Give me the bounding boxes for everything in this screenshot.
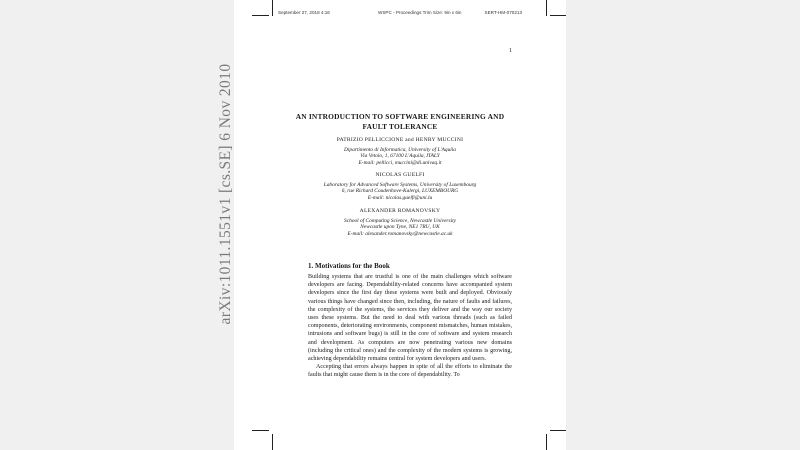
body-text xyxy=(308,273,512,380)
paragraph: Building systems that are trustful is one of the main challenges which software developers are facing. Dependability-related concerns have accompanied system developers since the first day these systems were built and deployed. Obviously various things have changed since then, including, the nature of faults and failures, the complexity of the systems, the services they deliver and the way our society uses these systems. But the need to deal with various threads (such as failed components, deteriorating environments, component mismatches, human mistakes, intrusions and software bugs) is still in the core of software and system research and development. As computers are now penetrating various new domains (including the critical ones) and the complexity of the modern systems is growing, achieving dependability remains central for system developers and users. xyxy=(308,274,512,363)
crop-mark xyxy=(252,430,269,431)
header-date: September 27, 2018 4:16 xyxy=(278,10,330,15)
author-affiliation: School of Computing Science, Newcastle University xyxy=(344,217,456,224)
page-number: 1 xyxy=(509,48,512,54)
crop-mark xyxy=(546,0,547,16)
arxiv-stamp: arXiv:1011.1551v1 [cs.SE] 6 Nov 2010 xyxy=(217,63,234,325)
crop-mark xyxy=(272,0,273,16)
header-code: SERT-HM-070213 xyxy=(484,10,522,15)
header-publisher: WSPC - Proceedings Trim Size: 9in x 6in xyxy=(378,10,462,15)
author-address: 6, rue Richard Coudenhove-Kalergi, LUXEMBOURG xyxy=(341,188,459,195)
paragraph: Accepting that errors always happen in spite of all the efforts to eliminate the faults that might cause them is in the core of dependability. To xyxy=(308,364,512,379)
author-block-1 xyxy=(278,137,522,166)
crop-mark xyxy=(272,434,273,450)
author-names: ALEXANDER ROMANOVSKY xyxy=(359,208,441,214)
author-affiliation: Laboratory for Advanced Software Systems, University of Luxembourg xyxy=(323,181,477,188)
paper-title xyxy=(278,112,522,131)
author-email: E-mail: pellicci, muccini@di.univaq.it xyxy=(358,159,442,166)
title-line-2: FAULT TOLERANCE xyxy=(362,121,438,131)
author-block-3 xyxy=(278,208,522,237)
crop-mark xyxy=(546,434,547,450)
author-address: Newcastle upon Tyne, NE1 7RU, UK xyxy=(360,224,440,231)
section-heading: 1. Motivations for the Book xyxy=(308,262,390,270)
author-address: Via Vetoio, 1, 67100 L'Aquila, ITALY xyxy=(360,153,440,160)
paper-page xyxy=(234,0,566,450)
title-line-1: AN INTRODUCTION TO SOFTWARE ENGINEERING AND xyxy=(295,112,505,121)
author-block-2 xyxy=(278,172,522,201)
crop-mark xyxy=(550,430,566,431)
crop-mark xyxy=(550,15,566,16)
author-names: NICOLAS GUELFI xyxy=(375,172,425,178)
author-email: E-mail: alexander.romanovsky@newcastle.ac.uk xyxy=(347,230,453,237)
author-affiliation: Dipartimento di Informatica, University of L'Aquila xyxy=(344,146,456,153)
author-names: PATRIZIO PELLICCIONE and HENRY MUCCINI xyxy=(336,137,464,143)
crop-mark xyxy=(252,15,269,16)
author-email: E-mail: nicolas.guelfi@uni.lu xyxy=(367,194,433,201)
